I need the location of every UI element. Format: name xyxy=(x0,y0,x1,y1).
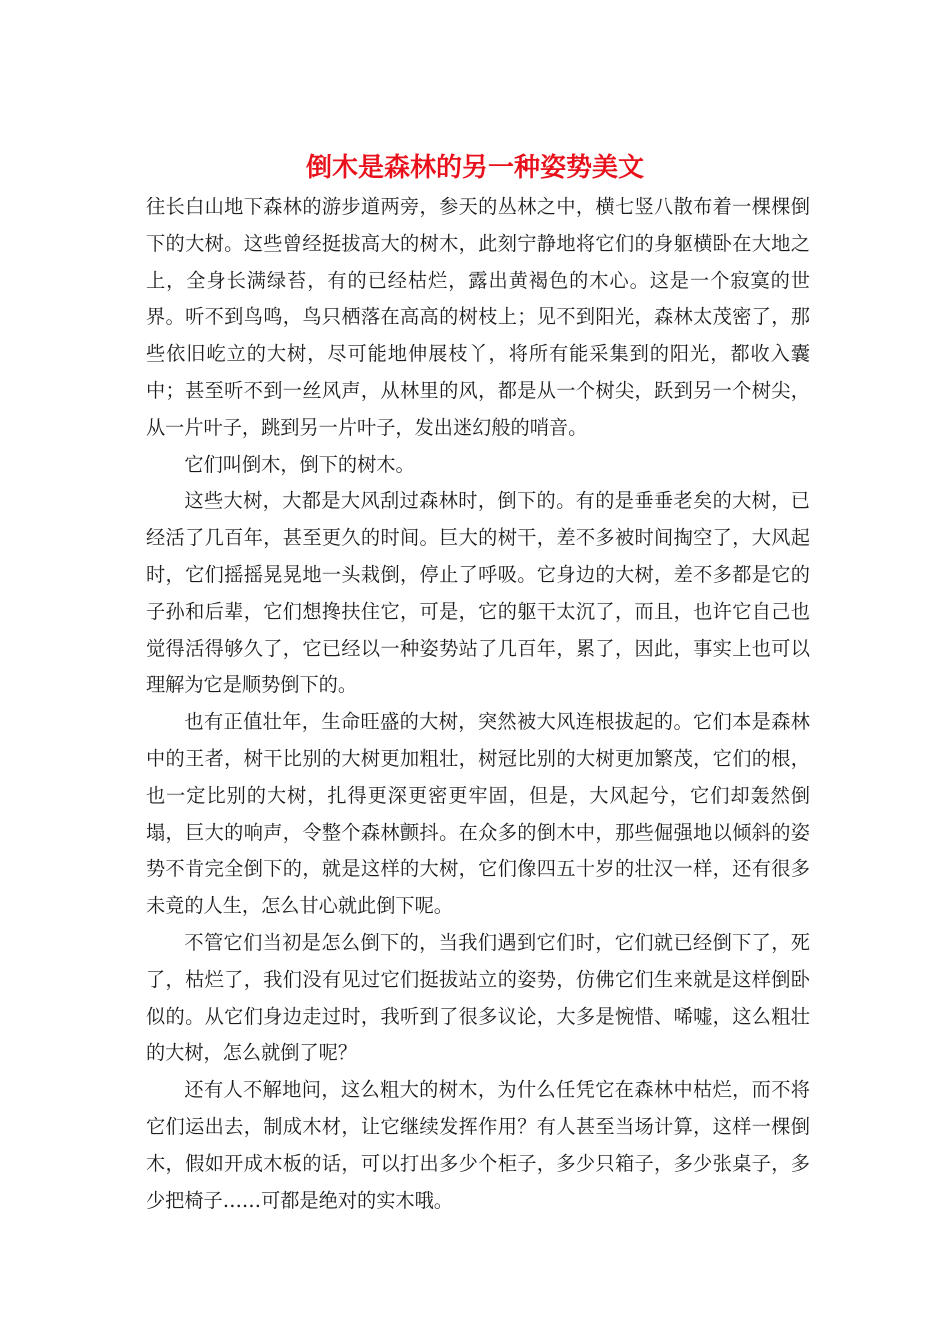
paragraph-2: 它们叫倒木，倒下的树木。 xyxy=(184,452,415,476)
paragraph-3: 这些大树，大都是大风刮过森林时，倒下的。有的是垂垂老矣的大树，已经活了几百年，甚至更久的时间。巨大的树干，差不多被时间掏空了，大风起时，它们摇摇晃晃地一头栽倒，停止了呼吸。它身边的大树，差不多都是它的子孙和后辈，它们想搀扶住它，可是，它的躯干太沉了，而且，也许它自己也觉得活得够久了，它已经以一种姿势站了几百年，累了，因此，事实上也可以理解为它是顺势倒下的。 xyxy=(146,489,810,697)
document-body xyxy=(146,189,810,1219)
paragraph-6: 还有人不解地问，这么粗大的树木，为什么任凭它在森林中枯烂，而不将它们运出去，制成木材，让它继续发挥作用？有人甚至当场计算，这样一棵倒木，假如开成木板的话，可以打出多少个柜子，多少只箱子，多少张桌子，多少把椅子……可都是绝对的实木哦。 xyxy=(146,1078,810,1212)
paragraph-4: 也有正值壮年，生命旺盛的大树，突然被大风连根拔起的。它们本是森林中的王者，树干比别的大树更加粗壮，树冠比别的大树更加繁茂，它们的根，也一定比别的大树，扎得更深更密更牢固，但是，大风起兮，它们却轰然倒塌，巨大的响声，令整个森林颤抖。在众多的倒木中，那些倔强地以倾斜的姿势不肯完全倒下的，就是这样的大树，它们像四五十岁的壮汉一样，还有很多未竟的人生，怎么甘心就此倒下呢。 xyxy=(146,710,810,918)
paragraph-1: 往长白山地下森林的游步道两旁，参天的丛林之中，横七竖八散布着一棵棵倒下的大树。这些曾经挺拔高大的树木，此刻宁静地将它们的身躯横卧在大地之上，全身长满绿苔，有的已经枯烂，露出黄褐色的木心。这是一个寂寞的世界。听不到鸟鸣，鸟只栖落在高高的树枝上；见不到阳光，森林太茂密了，那些依旧屹立的大树，尽可能地伸展枝丫，将所有能采集到的阳光，都收入囊中；甚至听不到一丝风声，从林里的风，都是从一个树尖，跃到另一个树尖，从一片叶子，跳到另一片叶子，发出迷幻般的哨音。 xyxy=(146,195,810,439)
document-title: 倒木是森林的另一种姿势美文 xyxy=(305,153,644,183)
paragraph-5: 不管它们当初是怎么倒下的，当我们遇到它们时，它们就已经倒下了，死了，枯烂了，我们没有见过它们挺拔站立的姿势，仿佛它们生来就是这样倒卧似的。从它们身边走过时，我听到了很多议论，大多是惋惜、唏嘘，这么粗壮的大树，怎么就倒了呢？ xyxy=(146,930,810,1065)
